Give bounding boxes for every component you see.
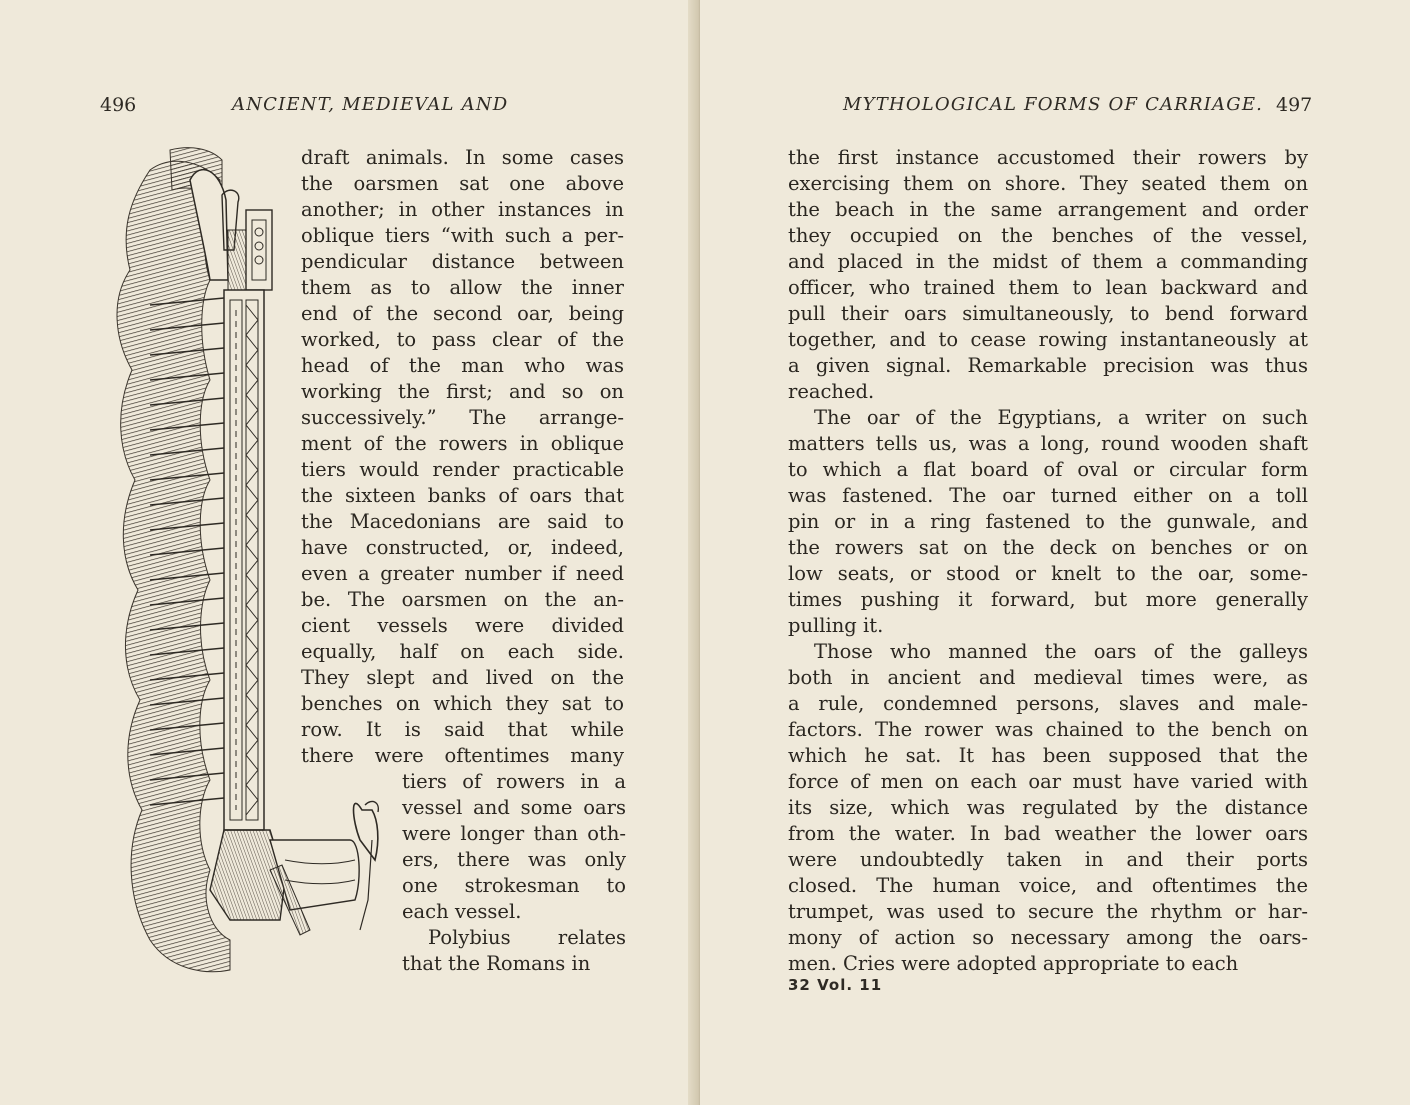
text-line: they occupied on the benches of the vessel, xyxy=(788,224,1308,247)
text-line: the first instance accustomed their rowers by xyxy=(788,146,1308,169)
text-line: working the first; and so on xyxy=(301,380,624,403)
page-number-right: 497 xyxy=(1276,94,1313,116)
text-line: vessel and some oars xyxy=(402,796,626,819)
signature-mark: 32 Vol. 11 xyxy=(788,976,883,994)
text-line: officer, who trained them to lean backward and xyxy=(788,276,1308,299)
text-line: another; in other instances in xyxy=(301,198,624,221)
text-line: men. Cries were adopted appropriate to each xyxy=(788,952,1239,975)
text-line: the beach in the same arrangement and order xyxy=(788,198,1308,221)
text-line: together, and to cease rowing instantaneously at xyxy=(788,328,1308,351)
text-line: each vessel. xyxy=(402,900,522,923)
text-line: the oarsmen sat one above xyxy=(301,172,624,195)
text-line: benches on which they sat to xyxy=(301,692,624,715)
text-line: them as to allow the inner xyxy=(301,276,624,299)
text-line: pendicular distance between xyxy=(301,250,624,273)
text-line: both in ancient and medieval times were, as xyxy=(788,666,1308,689)
text-line: Polybius relates xyxy=(428,926,626,949)
text-line: that the Romans in xyxy=(402,952,591,975)
right-page xyxy=(700,0,1410,1105)
text-line: its size, which was regulated by the distance xyxy=(788,796,1308,819)
text-line: one strokesman to xyxy=(402,874,626,897)
text-line: even a greater number if need xyxy=(301,562,624,585)
text-line: the rowers sat on the deck on benches or on xyxy=(788,536,1308,559)
text-line: was fastened. The oar turned either on a toll xyxy=(788,484,1308,507)
text-line: The oar of the Egyptians, a writer on such xyxy=(814,406,1308,429)
text-line: were undoubtedly taken in and their ports xyxy=(788,848,1308,871)
text-line: be. The oarsmen on the an- xyxy=(301,588,624,611)
text-line: have constructed, or, indeed, xyxy=(301,536,624,559)
text-line: end of the second oar, being xyxy=(301,302,624,325)
left-text-wide xyxy=(301,145,624,769)
text-line: tiers would render practicable xyxy=(301,458,624,481)
text-line: tiers of rowers in a xyxy=(402,770,626,793)
text-line: the sixteen banks of oars that xyxy=(301,484,624,507)
text-line: trumpet, was used to secure the rhythm or har- xyxy=(788,900,1308,923)
text-line: Those who manned the oars of the galleys xyxy=(814,640,1308,663)
text-line: which he sat. It has been supposed that the xyxy=(788,744,1308,767)
text-line: head of the man who was xyxy=(301,354,624,377)
text-line: ment of the rowers in oblique xyxy=(301,432,624,455)
text-line: from the water. In bad weather the lower oars xyxy=(788,822,1308,845)
page-number-left: 496 xyxy=(100,94,137,116)
text-line: draft animals. In some cases xyxy=(301,146,624,169)
text-line: to which a flat board of oval or circular form xyxy=(788,458,1308,481)
left-text-narrow xyxy=(402,769,626,977)
text-line: exercising them on shore. They seated them on xyxy=(788,172,1308,195)
text-line: the Macedonians are said to xyxy=(301,510,624,533)
text-line: pin or in a ring fastened to the gunwale, and xyxy=(788,510,1308,533)
text-line: row. It is said that while xyxy=(301,718,624,741)
text-line: pull their oars simultaneously, to bend forward xyxy=(788,302,1308,325)
text-line: They slept and lived on the xyxy=(301,666,624,689)
text-line: worked, to pass clear of the xyxy=(301,328,624,351)
running-head-left: ANCIENT, MEDIEVAL AND xyxy=(232,94,509,115)
text-line: successively.” The arrange- xyxy=(301,406,624,429)
right-text xyxy=(788,145,1308,977)
text-line: force of men on each oar must have varied with xyxy=(788,770,1308,793)
text-line: factors. The rower was chained to the bench on xyxy=(788,718,1308,741)
running-head-right: MYTHOLOGICAL FORMS OF CARRIAGE. xyxy=(843,94,1264,115)
text-line: reached. xyxy=(788,380,875,403)
text-line: times pushing it forward, but more generally xyxy=(788,588,1308,611)
text-line: a given signal. Remarkable precision was thus xyxy=(788,354,1308,377)
text-line: a rule, condemned persons, slaves and male- xyxy=(788,692,1308,715)
text-line: there were oftentimes many xyxy=(301,744,624,767)
text-line: closed. The human voice, and oftentimes the xyxy=(788,874,1308,897)
left-page xyxy=(0,0,700,1105)
text-line: were longer than oth- xyxy=(402,822,626,845)
text-line: ers, there was only xyxy=(402,848,626,871)
text-line: pulling it. xyxy=(788,614,884,637)
text-line: and placed in the midst of them a commanding xyxy=(788,250,1308,273)
text-line: low seats, or stood or knelt to the oar, some- xyxy=(788,562,1308,585)
text-line: matters tells us, was a long, round wooden shaft xyxy=(788,432,1308,455)
text-line: oblique tiers “with such a per- xyxy=(301,224,624,247)
text-line: equally, half on each side. xyxy=(301,640,624,663)
text-line: cient vessels were divided xyxy=(301,614,624,637)
text-line: mony of action so necessary among the oars- xyxy=(788,926,1308,949)
